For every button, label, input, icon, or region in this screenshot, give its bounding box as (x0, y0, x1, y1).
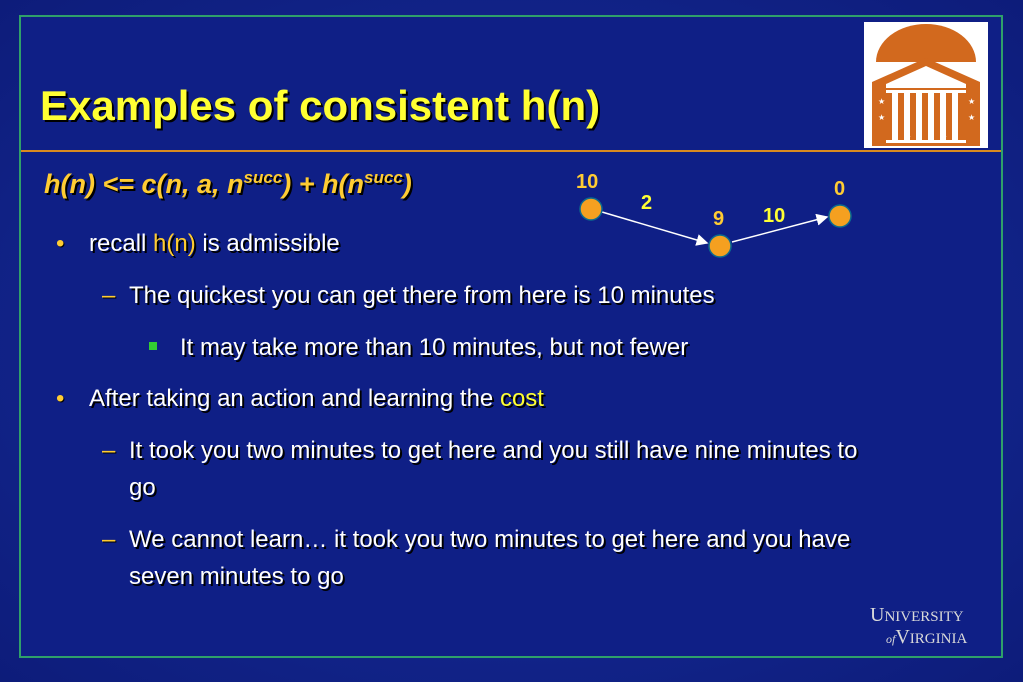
square-marker (149, 342, 157, 350)
consistency-formula: h(n) <= c(n, a, $n^{succ}) + h(n^{succ})$ (44, 168, 412, 199)
title-divider (21, 150, 1001, 152)
node-h-label: 9 (713, 208, 725, 230)
bullet-marker: • (56, 230, 65, 257)
svg-text:★: ★ (878, 97, 886, 106)
graph-node (829, 205, 851, 227)
svg-text:★: ★ (878, 113, 886, 122)
rotunda-logo (864, 22, 988, 148)
edge-cost-label: 10 (763, 205, 786, 227)
subbullet-two-minutes-nine-cont: go (129, 474, 156, 501)
rotunda-icon (864, 22, 988, 148)
subbullet-quickest: The quickest you can get there from here is 10 minutes (129, 282, 715, 309)
svg-text:★: ★ (940, 133, 948, 142)
bullet-after-action: After taking an action and learning the cost (89, 385, 544, 412)
edge-line (602, 212, 707, 243)
subbullet-two-minutes-nine: It took you two minutes to get here and you still have nine minutes to (129, 437, 858, 464)
search-graph (560, 165, 860, 265)
edge-cost-label: 2 (641, 192, 653, 214)
graph-node (709, 235, 731, 257)
subbullet-cannot-learn-cont: seven minutes to go (129, 563, 344, 590)
slide-title: Examples of consistent h(n) (40, 82, 601, 129)
svg-text:★: ★ (968, 113, 976, 122)
dash-marker: – (102, 526, 116, 553)
subbullet-cannot-learn: We cannot learn… it took you two minutes to get here and you have (129, 526, 851, 553)
dash-marker: – (102, 282, 116, 309)
bullet-marker: • (56, 385, 65, 412)
node-h-label: 0 (834, 178, 846, 200)
bullet-recall-admissible: recall h(n) is admissible (89, 230, 340, 257)
graph-node (580, 198, 602, 220)
svg-text:★: ★ (904, 133, 912, 142)
node-h-label: 10 (576, 171, 599, 193)
dash-marker: – (102, 437, 116, 464)
university-of-virginia-logo: UNIVERSITY ofVIRGINIA (870, 604, 968, 648)
svg-text:★: ★ (968, 97, 976, 106)
subsubbullet-more-than-10: It may take more than 10 minutes, but not fewer (180, 334, 689, 361)
